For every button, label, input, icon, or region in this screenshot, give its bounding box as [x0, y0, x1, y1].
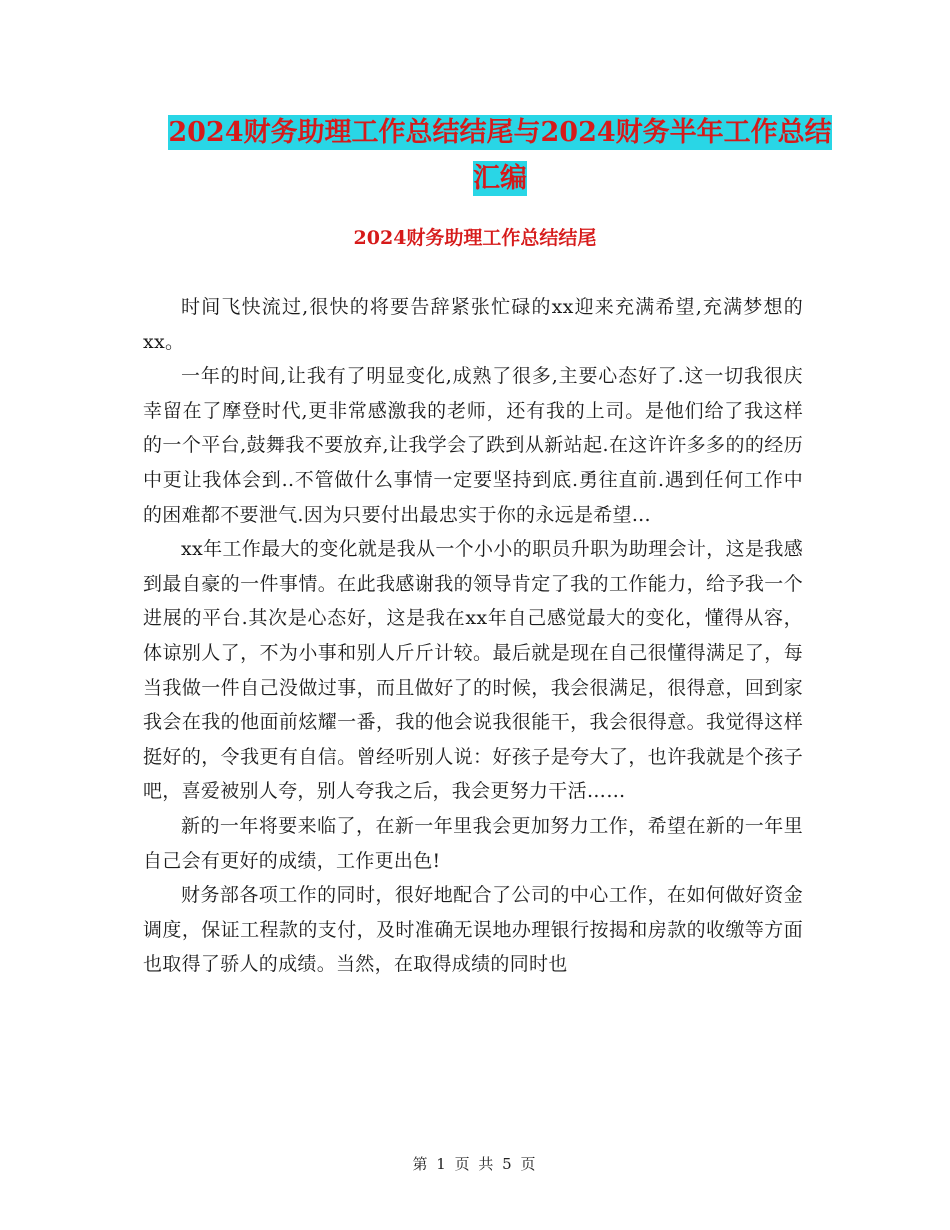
paragraph: 一年的时间,让我有了明显变化,成熟了很多,主要心态好了.这一切我很庆幸留在了摩登时代,更非常感激我的老师，还有我的上司。是他们给了我这样的一个平台,鼓舞我不要放弃,让我学会了跌到从新站起.在这许许多多的的经历中更让我体会到..不管做什么事情一定要坚持到底.勇往直前.遇到任何工作中的困难都不要泄气.因为只要付出最忠实于你的永远是希望...	[143, 365, 803, 526]
body-text	[143, 290, 803, 982]
paragraph: 时间飞快流过,很快的将要告辞紧张忙碌的xx迎来充满希望,充满梦想的xx。	[143, 296, 803, 353]
document-title	[140, 110, 860, 202]
page-footer: 第 1 页 共 5 页	[412, 1155, 538, 1173]
title-line-1: 2024财务助理工作总结结尾与2024财务半年工作总结	[168, 117, 832, 148]
paragraph: 新的一年将要来临了，在新一年里我会更加努力工作，希望在新的一年里自己会有更好的成绩，工作更出色!	[143, 814, 803, 872]
title-line-2: 汇编	[473, 163, 527, 194]
paragraph: xx年工作最大的变化就是我从一个小小的职员升职为助理会计，这是我感到最自豪的一件事情。在此我感谢我的领导肯定了我的工作能力，给予我一个进展的平台.其次是心态好，这是我在xx年自己感觉最大的变化，懂得从容，体谅别人了，不为小事和别人斤斤计较。最后就是现在自己很懂得满足了，每当我做一件自己没做过事，而且做好了的时候，我会很满足，很得意，回到家我会在我的他面前炫耀一番，我的他会说我很能干，我会很得意。我觉得这样挺好的，令我更有自信。曾经听别人说：好孩子是夸大了，也许我就是个孩子吧，喜爱被别人夸，别人夸我之后，我会更努力干活……	[143, 538, 803, 803]
section-title: 2024财务助理工作总结结尾	[353, 227, 597, 249]
paragraph: 财务部各项工作的同时，很好地配合了公司的中心工作，在如何做好资金调度，保证工程款的支付，及时准确无误地办理银行按揭和房款的收缴等方面也取得了骄人的成绩。当然，在取得成绩的同时也	[143, 884, 803, 976]
